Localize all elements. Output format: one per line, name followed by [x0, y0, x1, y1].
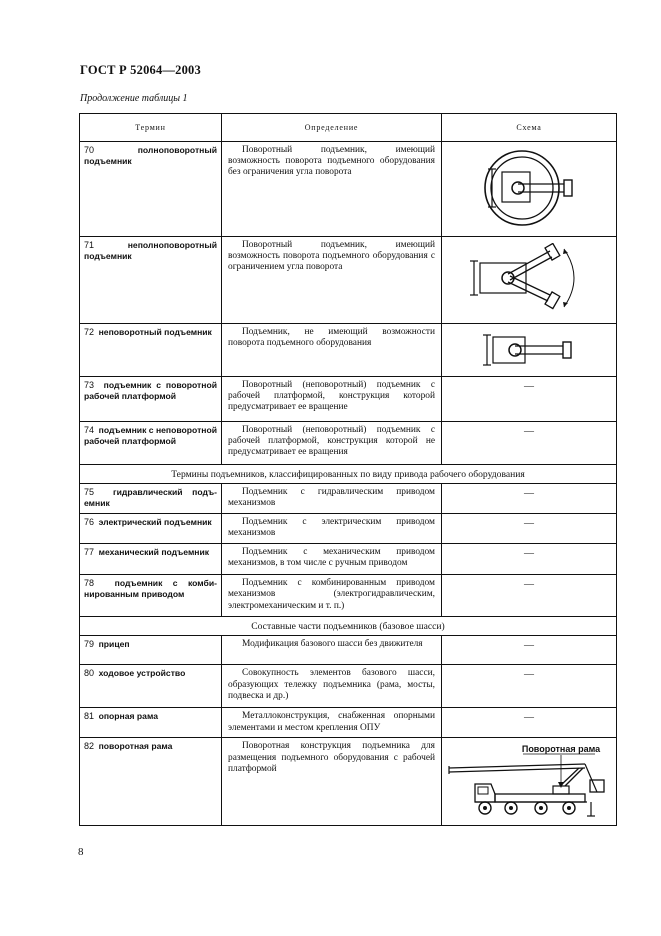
- term-cell: 75 гидравлический подъемник: [80, 484, 222, 514]
- scheme-cell: —: [442, 422, 617, 465]
- table-row: [80, 237, 617, 324]
- page-number: 8: [78, 846, 84, 858]
- table-row: [80, 484, 617, 514]
- table-row: [80, 324, 617, 377]
- table-row: [80, 514, 617, 544]
- term-cell: 70 полноповоротный подъемник: [80, 142, 222, 237]
- definition-cell: Подъемник с гидравлическим приводом механизмов: [222, 484, 442, 514]
- definition-cell: Совокупность элементов базового шасси, образующих тележку подъемника (рама, мосты, подвеска и др.): [222, 665, 442, 708]
- document-code: ГОСТ Р 52064—2003: [80, 63, 201, 77]
- scheme-cell: [442, 237, 617, 324]
- definition-cell: Поворотный (неповоротный) подъемник с рабочей платформой, конструкция которой не предусматривает ее вращения: [222, 422, 442, 465]
- truck-lift-diagram: [445, 740, 613, 822]
- section-title: Термины подъемников, классифицированных по виду привода рабочего оборудования: [80, 465, 617, 484]
- definition-cell: Модификация базового шасси без движителя: [222, 636, 442, 665]
- column-header-definition: Определение: [222, 114, 442, 142]
- table-header-row: [80, 114, 617, 142]
- definition-cell: Поворотный подъемник, имеющий возможность поворота подъемного оборудования с ограничением угла поворота: [222, 237, 442, 324]
- scheme-cell: —: [442, 484, 617, 514]
- scheme-cell: —: [442, 575, 617, 617]
- table-row: [80, 636, 617, 665]
- scheme-cell: [442, 142, 617, 237]
- column-header-term: Термин: [80, 114, 222, 142]
- definition-cell: Поворотный (неповоротный) подъемник с рабочей платформой, конструкция которой предусматривает ее вращение: [222, 377, 442, 422]
- table-row: [80, 738, 617, 826]
- definition-cell: Поворотный подъемник, имеющий возможность поворота подъемного оборудования без ограничения угла поворота: [222, 142, 442, 237]
- section-heading-drive: [80, 465, 617, 484]
- table-row: [80, 544, 617, 575]
- table-row: [80, 708, 617, 738]
- term-cell: 71 неполноповоротный подъемник: [80, 237, 222, 324]
- definition-cell: Поворотная конструкция подъемника для размещения подъемного оборудования с рабочей платформой: [222, 738, 442, 826]
- scheme-cell: [442, 324, 617, 377]
- table-row: [80, 422, 617, 465]
- section-heading-parts: [80, 617, 617, 636]
- section-title: Составные части подъемников (базовое шасси): [80, 617, 617, 636]
- scheme-cell: —: [442, 665, 617, 708]
- table-row: [80, 142, 617, 237]
- scheme-cell: —: [442, 514, 617, 544]
- non-rotating-diagram: [479, 329, 579, 369]
- table-caption: Продолжение таблицы 1: [80, 93, 188, 104]
- term-cell: 79 прицеп: [80, 636, 222, 665]
- term-cell: 76 электрический подъемник: [80, 514, 222, 544]
- scheme-cell: [442, 738, 617, 826]
- term-cell: 80 ходовое устройство: [80, 665, 222, 708]
- column-header-scheme: Схема: [442, 114, 617, 142]
- definition-cell: Подъемник с электрическим приводом механизмов: [222, 514, 442, 544]
- full-rotation-diagram: [474, 146, 584, 232]
- scheme-cell: —: [442, 708, 617, 738]
- scheme-label: Поворотная рама: [521, 744, 601, 755]
- scheme-cell: —: [442, 377, 617, 422]
- definition-cell: Подъемник с механическим приводом механизмов, в том числе с ручным приводом: [222, 544, 442, 575]
- definition-cell: Металлоконструкция, снабженная опорными элементами и местом крепления ОПУ: [222, 708, 442, 738]
- partial-rotation-diagram: [464, 243, 594, 313]
- terms-table: [79, 113, 617, 826]
- term-cell: 72 неповоротный подъемник: [80, 324, 222, 377]
- term-cell: 82 поворотная рама: [80, 738, 222, 826]
- definition-cell: Подъемник с комбинированным приводом механизмов (электрогидравлическим, электромеханическим и т. п.): [222, 575, 442, 617]
- term-cell: 77 механический подъемник: [80, 544, 222, 575]
- term-cell: 81 опорная рама: [80, 708, 222, 738]
- term-cell: 78 подъемник с комбинированным приводом: [80, 575, 222, 617]
- table-row: [80, 665, 617, 708]
- scheme-cell: —: [442, 636, 617, 665]
- table-row: [80, 575, 617, 617]
- term-cell: 73 подъемник с поворотной рабочей платформой: [80, 377, 222, 422]
- table-row: [80, 377, 617, 422]
- scheme-cell: —: [442, 544, 617, 575]
- definition-cell: Подъемник, не имеющий возможности поворота подъемного оборудования: [222, 324, 442, 377]
- term-cell: 74 подъемник с неповоротной рабочей платформой: [80, 422, 222, 465]
